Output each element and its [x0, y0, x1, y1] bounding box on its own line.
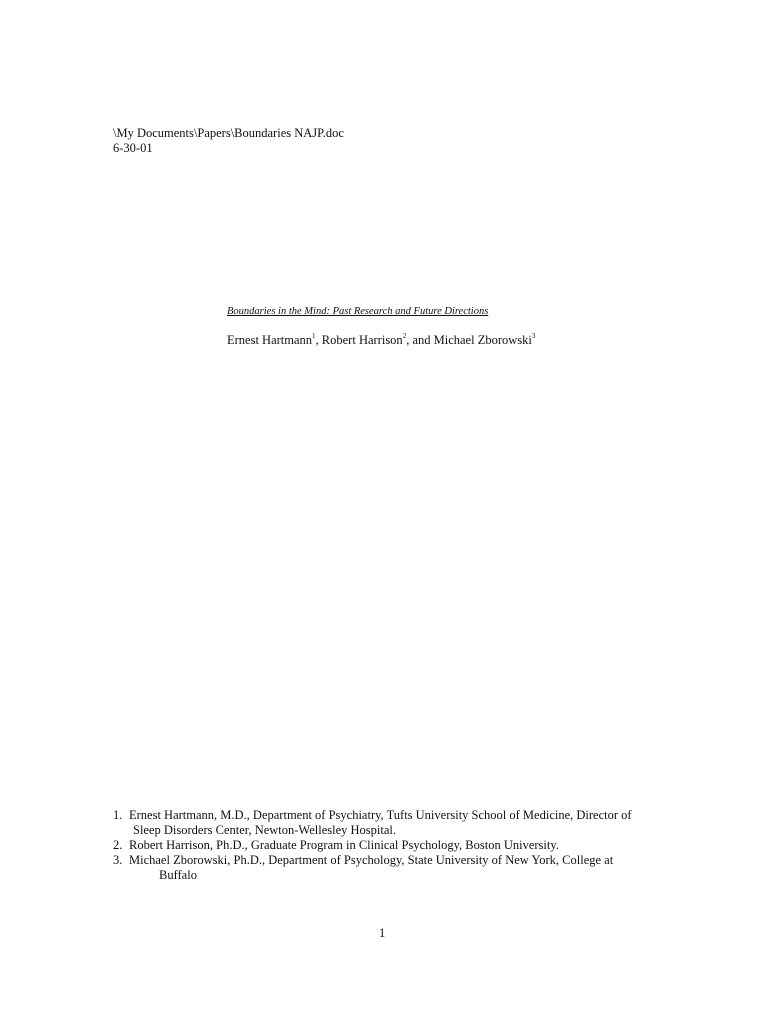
- footnote-continuation: Sleep Disorders Center, Newton-Wellesley Hospital.: [133, 823, 397, 837]
- author-separator: ,: [315, 333, 322, 347]
- author-affiliation-mark: 1: [312, 331, 316, 340]
- author-name: Robert Harrison: [321, 333, 403, 347]
- footnote-continuation: Buffalo: [159, 868, 197, 882]
- paper-title: Boundaries in the Mind: Past Research and Future Directions: [227, 306, 489, 317]
- footnote-text: Ernest Hartmann, M.D., Department of Psychiatry, Tufts University School of Medicine, Director of: [129, 808, 632, 822]
- footnote-number: 1.: [113, 808, 123, 822]
- author-separator: , and: [406, 333, 434, 347]
- footnote-text: Michael Zborowski, Ph.D., Department of Psychology, State University of New York, College at: [129, 853, 614, 867]
- page-number: 1: [379, 926, 386, 940]
- footnote-line: [113, 808, 673, 823]
- footnote-text: Robert Harrison, Ph.D., Graduate Program in Clinical Psychology, Boston University.: [129, 838, 559, 852]
- author-affiliation-mark: 2: [402, 331, 407, 340]
- author-line: [227, 332, 535, 348]
- footnote: [113, 808, 673, 838]
- document-date: 6-30-01: [113, 141, 153, 155]
- footnote: [113, 853, 673, 883]
- footnote-number: 2.: [113, 838, 123, 852]
- author-affiliation-mark: 3: [531, 331, 536, 340]
- author-name: Ernest Hartmann: [227, 333, 313, 347]
- footnote-number: 3.: [113, 853, 123, 867]
- file-path: \My Documents\Papers\Boundaries NAJP.doc: [113, 126, 344, 140]
- author-name: Michael Zborowski: [433, 333, 532, 347]
- footnote: [113, 838, 673, 853]
- affiliation-footnotes: [113, 808, 673, 883]
- footnote-line: [113, 838, 673, 853]
- footnote-line: [113, 853, 673, 868]
